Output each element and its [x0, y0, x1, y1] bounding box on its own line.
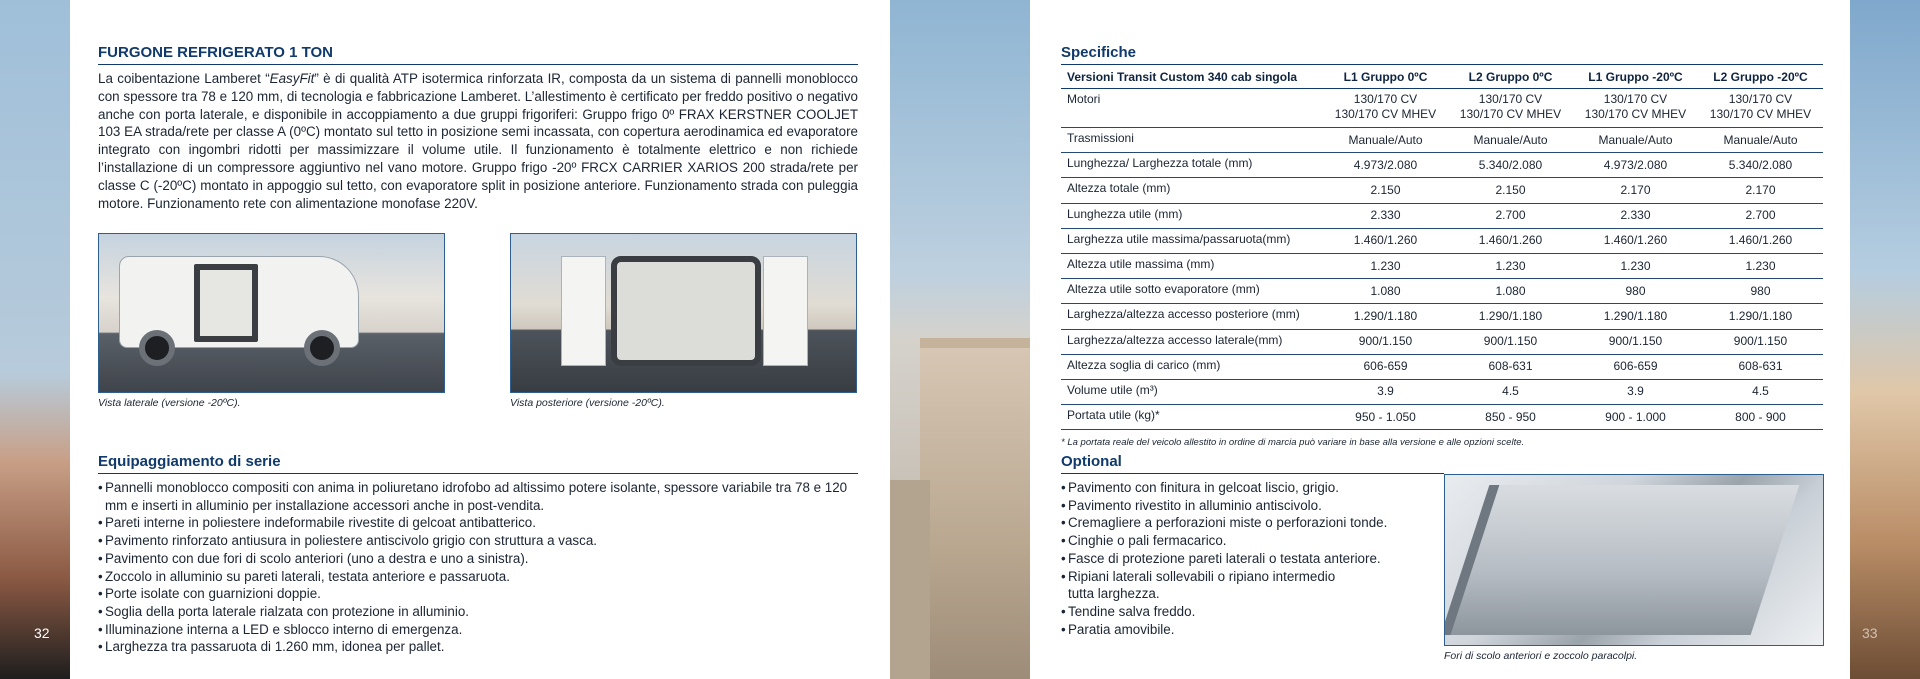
row-label: Lunghezza/ Larghezza totale (mm): [1061, 153, 1323, 178]
rear-photo-caption: Vista posteriore (versione -20ºC).: [510, 397, 665, 409]
row-label: Larghezza utile massima/passaruota(mm): [1061, 228, 1323, 253]
van-wheel-rear: [139, 330, 175, 366]
optional-list: [1061, 479, 1441, 638]
table-cell: 1.290/1.180: [1323, 304, 1448, 329]
table-row: [1061, 329, 1823, 354]
table-cell: Manuale/Auto: [1323, 128, 1448, 153]
table-cell: 2.170: [1698, 178, 1823, 203]
table-cell: 4.973/2.080: [1573, 153, 1698, 178]
table-cell: Manuale/Auto: [1698, 128, 1823, 153]
table-cell: 980: [1573, 279, 1698, 304]
table-cell: 4.973/2.080: [1323, 153, 1448, 178]
specs-footnote: * La portata reale del veicolo allestito in ordine di marcia può variare in base alla versione e alle opzioni scelte.: [1061, 437, 1525, 448]
intro-text-body: ” è di qualità ATP isotermica rinforzata IR, composta da un sistema di pannelli monoblocco con spessore tra 78 e 120 mm, di tecnologia e fabbricazione Lamberet. L’allestimento è certificato per freddo positivo o negativo anche con porta laterale, e disponibile in accoppiamento a due gruppi frigoriferi: Gruppo frigo 0º FRAX KERSTNER COOLJET 103 EA strada/rete per classe A (0ºC) montato sul tetto in posizione semi incassata, con copertura aerodinamica ed evaporatore integrato con ingombri ridotti per massimizzare il volume utile. Il funzionamento è totalmente elettrico e non richiede l’installazione di un compressore aggiuntivo nel vano motore. Gruppo frigo -20º FRCX CARRIER XARIOS 200 strada/rete per classe C (-20ºC) montato in appoggio sul tetto, con evaporatore split in posizione anteriore. Funzionamento strada con puleggia motore. Funzionamento rete con alimentazione monofase 220V.: [98, 71, 858, 211]
equipment-list: [98, 479, 858, 656]
table-header: L1 Gruppo 0ºC: [1323, 65, 1448, 89]
row-label: Lunghezza utile (mm): [1061, 203, 1323, 228]
row-label: Portata utile (kg)*: [1061, 405, 1323, 430]
table-cell: 950 - 1.050: [1323, 405, 1448, 430]
table-cell: 2.700: [1698, 203, 1823, 228]
table-cell: 850 - 950: [1448, 405, 1573, 430]
table-cell: 800 - 900: [1698, 405, 1823, 430]
intro-paragraph: [98, 70, 858, 212]
table-cell: 1.080: [1448, 279, 1573, 304]
table-cell: 4.5: [1698, 379, 1823, 404]
table-cell: 130/170 CV 130/170 CV MHEV: [1573, 89, 1698, 128]
right-page: [1030, 0, 1850, 679]
background-sky-right: [1850, 0, 1920, 679]
building-facade: [920, 338, 1030, 679]
cargo-box: [611, 256, 761, 366]
list-item: • Tendine salva freddo.: [1061, 603, 1441, 621]
table-cell: 1.230: [1573, 253, 1698, 278]
table-cell: 130/170 CV 130/170 CV MHEV: [1323, 89, 1448, 128]
row-label: Altezza totale (mm): [1061, 178, 1323, 203]
specs-table: [1061, 64, 1823, 430]
table-row: [1061, 153, 1823, 178]
table-header: L1 Gruppo -20ºC: [1573, 65, 1698, 89]
row-label: Altezza utile massima (mm): [1061, 253, 1323, 278]
building-wall: [890, 480, 930, 679]
table-cell: 1.290/1.180: [1698, 304, 1823, 329]
row-label: Larghezza/altezza accesso laterale(mm): [1061, 329, 1323, 354]
list-item: • Pavimento con due fori di scolo anteriori (uno a destra e uno a sinistra).: [98, 550, 858, 568]
table-cell: 4.5: [1448, 379, 1573, 404]
table-header-row: [1061, 65, 1823, 89]
rear-door-left: [561, 256, 606, 366]
list-item: • Zoccolo in alluminio su pareti laterali, testata anteriore e passaruota.: [98, 568, 858, 586]
list-item: • Cinghie o pali fermacarico.: [1061, 532, 1441, 550]
table-cell: 5.340/2.080: [1448, 153, 1573, 178]
table-cell: 2.700: [1448, 203, 1573, 228]
table-cell: 1.230: [1323, 253, 1448, 278]
row-label: Trasmissioni: [1061, 128, 1323, 153]
table-row: [1061, 203, 1823, 228]
intro-text-brand: EasyFit: [269, 71, 315, 86]
list-item: • Pavimento rinforzato antiusura in poliestere antiscivolo grigio con struttura a vasca.: [98, 532, 858, 550]
table-row: [1061, 178, 1823, 203]
van-side-photo: [98, 233, 445, 393]
row-label: Altezza utile sotto evaporatore (mm): [1061, 279, 1323, 304]
van-wheel-front: [304, 330, 340, 366]
side-door-opening: [194, 264, 258, 342]
table-header: L2 Gruppo -20ºC: [1698, 65, 1823, 89]
row-label: Motori: [1061, 89, 1323, 128]
background-building-center: [890, 0, 1030, 679]
floor-plate: [1444, 485, 1799, 635]
table-cell: 608-631: [1698, 354, 1823, 379]
table-cell: 608-631: [1448, 354, 1573, 379]
table-header: Versioni Transit Custom 340 cab singola: [1061, 65, 1323, 89]
table-cell: 606-659: [1573, 354, 1698, 379]
table-row: [1061, 379, 1823, 404]
table-row: [1061, 128, 1823, 153]
background-sky-left: [0, 0, 70, 679]
table-cell: 1.230: [1448, 253, 1573, 278]
table-cell: 1.460/1.260: [1323, 228, 1448, 253]
list-item: • Ripiani laterali sollevabili o ripiano intermedio tutta larghezza.: [1061, 568, 1441, 603]
table-cell: 1.460/1.260: [1573, 228, 1698, 253]
cargo-floor-photo: [1444, 474, 1824, 646]
list-item: • Larghezza tra passaruota di 1.260 mm, idonea per pallet.: [98, 638, 858, 656]
table-cell: 3.9: [1573, 379, 1698, 404]
intro-text-start: La coibentazione Lamberet “: [98, 71, 270, 86]
table-cell: 606-659: [1323, 354, 1448, 379]
table-cell: 1.460/1.260: [1448, 228, 1573, 253]
table-cell: 980: [1698, 279, 1823, 304]
page-number-left: 32: [34, 625, 50, 641]
table-cell: 900/1.150: [1448, 329, 1573, 354]
table-cell: Manuale/Auto: [1448, 128, 1573, 153]
table-cell: 2.150: [1323, 178, 1448, 203]
specs-table-body: [1061, 89, 1823, 430]
table-row: [1061, 354, 1823, 379]
list-item: • Pareti interne in poliestere indeformabile rivestite di gelcoat antibatterico.: [98, 514, 858, 532]
row-label: Volume utile (m³): [1061, 379, 1323, 404]
table-row: [1061, 304, 1823, 329]
table-row: [1061, 279, 1823, 304]
list-item: • Pannelli monoblocco compositi con anima in poliuretano idrofobo ad altissimo potere isolante, spessore variabile tra 78 e 120 mm e inserti in alluminio per installazione accessori anche in post-vendita.: [98, 479, 858, 514]
intro-title: FURGONE REFRIGERATO 1 TON: [98, 44, 858, 65]
table-cell: 1.080: [1323, 279, 1448, 304]
table-cell: 900 - 1.000: [1573, 405, 1698, 430]
table-cell: 2.150: [1448, 178, 1573, 203]
table-cell: 1.230: [1698, 253, 1823, 278]
table-cell: 130/170 CV 130/170 CV MHEV: [1448, 89, 1573, 128]
page-number-right: 33: [1862, 625, 1878, 641]
list-item: • Soglia della porta laterale rialzata con protezione in alluminio.: [98, 603, 858, 621]
floor-photo-caption: Fori di scolo anteriori e zoccolo paracolpi.: [1444, 650, 1638, 662]
row-label: Larghezza/altezza accesso posteriore (mm): [1061, 304, 1323, 329]
table-cell: 130/170 CV 130/170 CV MHEV: [1698, 89, 1823, 128]
list-item: • Porte isolate con guarnizioni doppie.: [98, 585, 858, 603]
table-row: [1061, 228, 1823, 253]
left-page: [70, 0, 890, 679]
table-cell: 900/1.150: [1698, 329, 1823, 354]
table-cell: Manuale/Auto: [1573, 128, 1698, 153]
list-item: • Paratia amovibile.: [1061, 621, 1441, 639]
table-cell: 1.460/1.260: [1698, 228, 1823, 253]
table-cell: 3.9: [1323, 379, 1448, 404]
table-cell: 900/1.150: [1573, 329, 1698, 354]
list-item: • Pavimento con finitura in gelcoat liscio, grigio.: [1061, 479, 1441, 497]
table-cell: 1.290/1.180: [1448, 304, 1573, 329]
van-rear-photo: [510, 233, 857, 393]
table-cell: 900/1.150: [1323, 329, 1448, 354]
specs-title: Specifiche: [1061, 44, 1823, 65]
table-cell: 5.340/2.080: [1698, 153, 1823, 178]
rear-door-right: [763, 256, 808, 366]
table-row: [1061, 89, 1823, 128]
table-cell: 2.170: [1573, 178, 1698, 203]
table-row: [1061, 405, 1823, 430]
table-header: L2 Gruppo 0ºC: [1448, 65, 1573, 89]
list-item: • Fasce di protezione pareti laterali o testata anteriore.: [1061, 550, 1441, 568]
table-cell: 2.330: [1323, 203, 1448, 228]
optional-title: Optional: [1061, 453, 1444, 474]
list-item: • Cremagliere a perforazioni miste o perforazioni tonde.: [1061, 514, 1441, 532]
list-item: • Illuminazione interna a LED e sblocco interno di emergenza.: [98, 621, 858, 639]
table-cell: 2.330: [1573, 203, 1698, 228]
equipment-title: Equipaggiamento di serie: [98, 453, 858, 474]
table-row: [1061, 253, 1823, 278]
table-cell: 1.290/1.180: [1573, 304, 1698, 329]
row-label: Altezza soglia di carico (mm): [1061, 354, 1323, 379]
list-item: • Pavimento rivestito in alluminio antiscivolo.: [1061, 497, 1441, 515]
side-photo-caption: Vista laterale (versione -20ºC).: [98, 397, 241, 409]
